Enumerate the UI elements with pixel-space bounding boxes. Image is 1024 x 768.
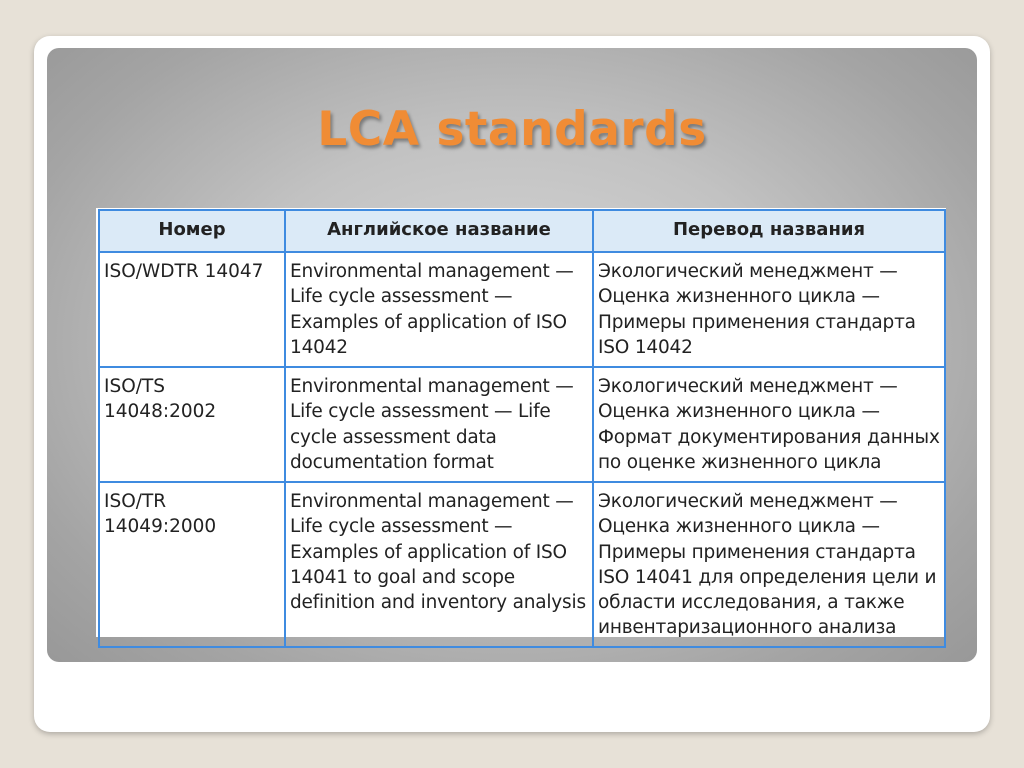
cell-standard-number: ISO/TS 14048:2002 — [99, 367, 285, 482]
cell-russian-translation: Экологический менеджмент — Оценка жизненного цикла — Примеры применения стандарта ISO 14042 — [593, 252, 945, 367]
slide-title: LCA standards — [317, 102, 707, 157]
table-header-row — [99, 210, 945, 252]
cell-english-name: Environmental management — Life cycle assessment — Examples of application of ISO 14042 — [285, 252, 593, 367]
column-header-english-name: Английское название — [285, 210, 593, 252]
cell-standard-number: ISO/TR 14049:2000 — [99, 482, 285, 647]
table-row — [99, 367, 945, 482]
column-header-number: Номер — [99, 210, 285, 252]
column-header-translation: Перевод названия — [593, 210, 945, 252]
cell-standard-number: ISO/WDTR 14047 — [99, 252, 285, 367]
standards-table-container — [96, 208, 946, 637]
table-row — [99, 482, 945, 647]
cell-russian-translation: Экологический менеджмент — Оценка жизненного цикла — Примеры применения стандарта ISO 14041 для определения цели и области исследования, а также инвентаризационного анализа — [593, 482, 945, 647]
cell-russian-translation: Экологический менеджмент — Оценка жизненного цикла — Формат документирования данных по оценке жизненного цикла — [593, 367, 945, 482]
table-row — [99, 252, 945, 367]
standards-table — [98, 209, 946, 648]
cell-english-name: Environmental management — Life cycle assessment — Life cycle assessment data documentation format — [285, 367, 593, 482]
cell-english-name: Environmental management — Life cycle assessment — Examples of application of ISO 14041 to goal and scope definition and inventory analysis — [285, 482, 593, 647]
